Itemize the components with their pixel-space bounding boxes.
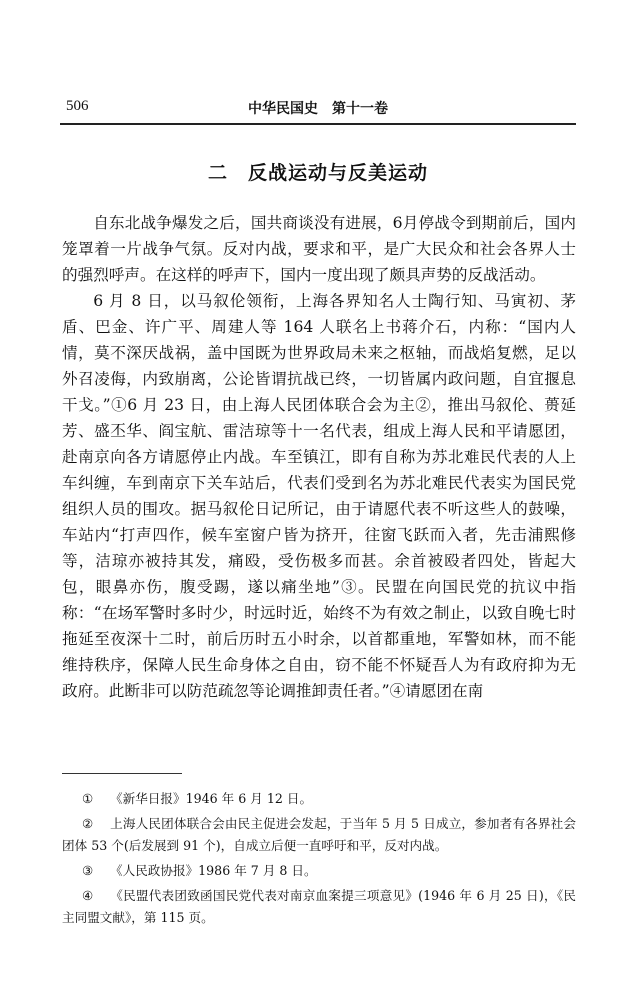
page-header bbox=[60, 98, 576, 120]
paragraph: 6 月 8 日，以马叙伦领衔，上海各界知名人士陶行知、马寅初、茅盾、巴金、许广平、周建人等 164 人联名上书蒋介石，内称：“国内人情，莫不深厌战祸，盖中国既为世界政局未来之枢轴，而战焰复燃，足以外召凌侮，内致崩离，公论皆谓抗战已终，一切皆属内政问题，自宜揠息干戈。”①6 月 23 日，由上海人民团体联合会为主②，推出马叙伦、蒉延芳、盛丕华、阎宝航、雷洁琼等十一名代表，组成上海人民和平请愿团，赴南京向各方请愿停止内战。车至镇江，即有自称为苏北难民代表的人上车纠缠，车到南京下关车站后，代表们受到名为苏北难民代表实为国民党组织人员的围攻。据马叙伦日记所记，由于请愿代表不听这些人的鼓噪，车站内“打声四作，候车室窗户皆为挤开，往窗飞跃而入者，先击浦熙修等，洁琼亦被持其发，痛殴，受伤极多而甚。余首被殴者四处，皆起大包，眼鼻亦伤，腹受踢，遂以痛坐地”③。民盟在向国民党的抗议中指称：“在场军警时多时少，时远时近，始终不为有效之制止，以致自晚七时拖延至夜深十二时，前后历时五小时余，以首都重地，军警如林，而不能维持秩序，保障人民生命身体之自由，窃不能不怀疑吾人为有政府抑为无政府。此断非可以防范疏忽等论调推卸责任者。”④请愿团在南 bbox=[62, 292, 576, 700]
footnote-text: 《民盟代表团致函国民党代表对南京血案提三项意见》(1946 年 6 月 25 日)，《民主同盟文献》，第 115 页。 bbox=[62, 888, 576, 925]
footnote bbox=[62, 813, 576, 857]
running-title: 中华民国史 第十一卷 bbox=[248, 101, 388, 117]
footnote-divider bbox=[62, 773, 182, 774]
header-divider bbox=[60, 123, 576, 125]
footnote-mark: ④ bbox=[82, 888, 94, 903]
footnote-mark: ② bbox=[82, 816, 94, 831]
paragraph: 自东北战争爆发之后，国共商谈没有进展，6月停战令到期前后，国内笼罩着一片战争气氛。反对内战，要求和平，是广大民众和社会各界人士的强烈呼声。在这样的呼声下，国内一度出现了颇具声势的反战活动。 bbox=[62, 214, 576, 284]
section-title: 二 反战运动与反美运动 bbox=[207, 162, 428, 184]
page-number: 506 bbox=[66, 98, 89, 114]
footnote-text: 《新华日报》1946 年 6 月 12 日。 bbox=[110, 791, 313, 806]
footnote-mark: ③ bbox=[82, 863, 94, 878]
footnotes bbox=[62, 788, 576, 932]
footnote bbox=[62, 788, 576, 810]
footnote bbox=[62, 860, 576, 882]
footnote-text: 《人民政协报》1986 年 7 月 8 日。 bbox=[110, 863, 317, 878]
body-text bbox=[62, 210, 576, 704]
footnote-text: 上海人民团体联合会由民主促进会发起，于当年 5 月 5 日成立，参加者有各界社会团体 53 个(后发展到 91 个)，自成立后便一直呼吁和平，反对内战。 bbox=[62, 816, 576, 853]
footnote bbox=[62, 885, 576, 929]
footnote-mark: ① bbox=[82, 791, 94, 806]
